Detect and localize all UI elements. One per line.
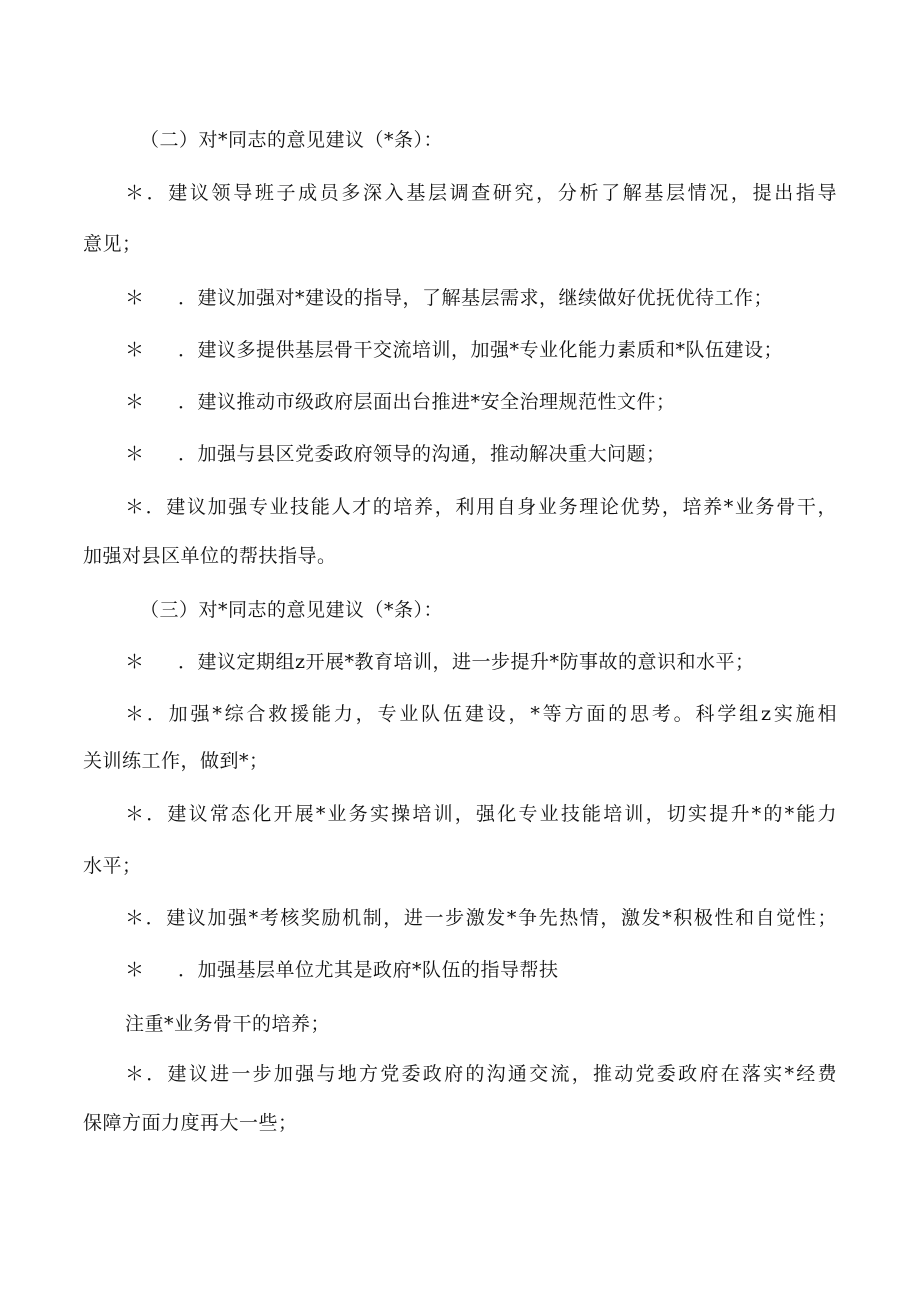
section3-heading: （三）对*同志的意见建议（*条）： (140, 599, 444, 621)
s2-item2-text: ．建议加强对*建设的指导，了解基层需求，继续做好优抚优待工作； (178, 287, 774, 309)
s3-item3-line1: ＊．建议常态化开展*业务实操培训，强化专业技能培训，切实提升*的*能力 (125, 803, 837, 825)
s2-item1-line1: ＊．建议领导班子成员多深入基层调查研究，分析了解基层情况，提出指导 (125, 182, 837, 204)
s3-item5-continuation: 注重*业务骨干的培养； (125, 1013, 331, 1035)
s2-item6-line2: 加强对县区单位的帮扶指导。 (83, 545, 337, 567)
s3-item1-text: ．建议定期组z开展*教育培训，进一步提升*防事故的意识和水平； (178, 651, 755, 673)
s2-item3-star: ＊ (125, 339, 145, 361)
s3-item5-text: ．加强基层单位尤其是政府*队伍的指导帮扶 (178, 959, 559, 981)
s3-item2-line2: 关训练工作，做到*； (83, 750, 269, 772)
s3-item3-line2: 水平； (83, 855, 142, 877)
s3-item6-line2: 保障方面力度再大一些； (83, 1112, 298, 1134)
s2-item6-line1: ＊．建议加强专业技能人才的培养，利用自身业务理论优势，培养*业务骨干， (125, 496, 837, 518)
s2-item5-star: ＊ (125, 443, 145, 465)
s2-item4-text: ．建议推动市级政府层面出台推进*安全治理规范性文件； (178, 391, 676, 413)
s3-item5-star: ＊ (125, 959, 145, 981)
s2-item5-text: ．加强与县区党委政府领导的沟通，推动解决重大问题； (178, 443, 666, 465)
s2-item3-text: ．建议多提供基层骨干交流培训，加强*专业化能力素质和*队伍建设； (178, 339, 784, 361)
s3-item4-line1: ＊．建议加强*考核奖励机制，进一步激发*争先热情，激发*积极性和自觉性； (125, 907, 837, 929)
s3-item2-line1: ＊．加强*综合救援能力，专业队伍建设，*等方面的思考。科学组z实施相 (125, 703, 837, 725)
s2-item4-star: ＊ (125, 391, 145, 413)
s2-item1-line2: 意见； (83, 233, 142, 255)
section2-heading: （二）对*同志的意见建议（*条）： (140, 129, 444, 151)
s3-item1-star: ＊ (125, 651, 145, 673)
s3-item6-line1: ＊．建议进一步加强与地方党委政府的沟通交流，推动党委政府在落实*经费 (125, 1063, 837, 1085)
s2-item2-star: ＊ (125, 287, 145, 309)
